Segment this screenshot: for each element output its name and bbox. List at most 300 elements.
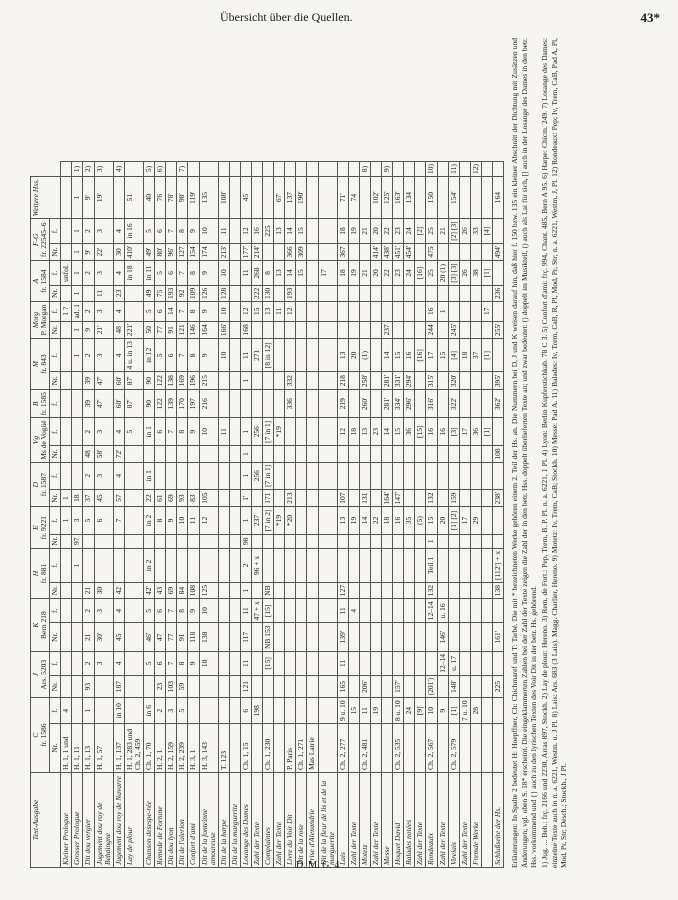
table-cell-fgf: 1 [72, 176, 83, 218]
table-cell-cf [229, 675, 240, 698]
table-cell-jf [448, 623, 459, 652]
table-cell-fg: 12 [240, 219, 251, 243]
table-cell-af [318, 243, 337, 261]
table-cell-a: 6 [166, 261, 177, 285]
table-cell-k: 11 [240, 599, 251, 623]
table-cell-ef: 61 [155, 489, 166, 507]
table-cell-mf: 77 [155, 321, 166, 339]
table-row [61, 161, 72, 867]
table-cell-a: [1] [481, 261, 492, 285]
table-cell-e [296, 507, 307, 534]
table-cell-work: Complaintes [263, 773, 274, 868]
table-cell-mo: 17 [481, 301, 492, 321]
column-manuscript: P. Morgan [39, 304, 49, 336]
table-cell-w: 9) [382, 161, 393, 176]
table-row [218, 161, 229, 867]
table-cell-e: 1 [61, 507, 72, 534]
table-cell-w [437, 161, 448, 176]
table-cell-mf [404, 321, 415, 339]
footnotes [510, 38, 568, 868]
table-cell-w: 11) [448, 161, 459, 176]
table-cell-sig: Ch. 1, 15 [240, 724, 251, 773]
table-cell-vgf [251, 390, 262, 418]
table-cell-c [493, 698, 504, 724]
table-cell-kf [348, 582, 359, 598]
table-cell-e: 18 [382, 507, 393, 534]
table-cell-c: 3 [166, 698, 177, 724]
table-cell-kf: 21 [83, 582, 94, 598]
table-cell-cf [318, 675, 337, 698]
table-cell-fgf: 164 [493, 176, 504, 218]
table-cell-fgf [263, 176, 274, 218]
column-manuscript: fr. 1585 [39, 392, 49, 416]
table-cell-b: 39 [83, 372, 94, 390]
table-cell-b: 87' [124, 372, 143, 390]
table-cell-d: 2 [83, 462, 94, 489]
table-row [415, 161, 426, 867]
table-cell-m: 10 [218, 339, 229, 372]
table-cell-df: 1 [240, 446, 251, 463]
table-cell-w [199, 161, 218, 176]
column-label: J [31, 673, 40, 677]
table-cell-e: 237 [251, 507, 262, 534]
table-row [437, 161, 448, 867]
table-cell-vg: 36 [404, 418, 415, 446]
table-cell-h [229, 548, 240, 582]
table-cell-b: 138 [166, 372, 177, 390]
table-row [448, 161, 459, 867]
table-cell-sig: Mas Latrie [307, 724, 318, 773]
table-cell-d [285, 462, 296, 489]
table-cell-df: 108 [493, 446, 504, 463]
table-cell-fgf [459, 176, 470, 218]
table-cell-m: [1] [481, 339, 492, 372]
table-cell-vg: 6 [155, 418, 166, 446]
table-cell-df [177, 446, 188, 463]
table-cell-mo [359, 301, 370, 321]
table-cell-jf: 77 [166, 623, 177, 652]
table-cell-df: 48 [83, 446, 94, 463]
table-cell-h [448, 548, 459, 582]
table-cell-c [274, 698, 285, 724]
table-cell-sig: H. 1, 137 [113, 724, 124, 773]
table-cell-hf [229, 534, 240, 548]
table-cell-fg [307, 219, 318, 243]
table-cell-j [415, 652, 426, 676]
table-cell-e: 19 [348, 507, 359, 534]
table-cell-m [296, 339, 307, 372]
table-cell-mof [437, 285, 448, 301]
table-cell-fgf: 19' [94, 176, 113, 218]
table-cell-w: 12) [470, 161, 481, 176]
table-cell-jf: 21 [83, 623, 94, 652]
table-cell-w: 7) [177, 161, 188, 176]
table-cell-vg [61, 418, 72, 446]
table-cell-hf [155, 534, 166, 548]
table-cell-w [307, 161, 318, 176]
table-cell-af: 214' [251, 243, 262, 261]
table-cell-fgf: 135 [199, 176, 218, 218]
table-cell-j [404, 652, 415, 676]
table-row [72, 161, 83, 867]
table-cell-a: [3] [3] [448, 261, 459, 285]
table-cell-mo: 13 [263, 301, 274, 321]
table-cell-w: 8) [359, 161, 370, 176]
table-cell-kf: 84 [177, 582, 188, 598]
table-row [348, 161, 359, 867]
table-cell-k [218, 599, 229, 623]
table-cell-mo: 1 [437, 301, 448, 321]
table-cell-sig: Ch. 1, 230 [263, 724, 274, 773]
table-cell-e [481, 507, 492, 534]
table-cell-c: 5 [177, 698, 188, 724]
table-cell-c: 6 [240, 698, 251, 724]
column-label: H [31, 570, 40, 577]
table-row [166, 161, 177, 867]
table-cell-j [307, 652, 318, 676]
table-cell-d: 256 [251, 462, 262, 489]
table-cell-jf: 47 [155, 623, 166, 652]
table-cell-jf: 117 [240, 623, 251, 652]
table-row [470, 161, 481, 867]
table-cell-h [296, 548, 307, 582]
table-cell-fgf: 76 [155, 176, 166, 218]
table-cell-j [382, 652, 393, 676]
table-cell-b [307, 372, 318, 390]
table-cell-d [218, 462, 229, 489]
table-cell-j: [15] [263, 652, 274, 676]
table-cell-work: Dit de la harpe [218, 773, 229, 868]
column-subheader: f. [50, 599, 61, 623]
table-cell-h [348, 548, 359, 582]
column-header [31, 418, 50, 462]
table-cell-b [348, 372, 359, 390]
table-cell-ef: 238' [493, 489, 504, 507]
table-cell-kf [307, 582, 318, 598]
table-cell-ef [459, 489, 470, 507]
table-cell-k: 4 [113, 599, 124, 623]
table-cell-d [470, 462, 481, 489]
table-cell-af: 9' [83, 243, 94, 261]
table-cell-mof: 193 [166, 285, 177, 301]
table-cell-ef: 1 [61, 489, 72, 507]
table-cell-d: 1 [240, 462, 251, 489]
table-cell-vg: 5 [124, 418, 143, 446]
table-cell-c [199, 698, 218, 724]
table-cell-k [61, 599, 72, 623]
table-row [382, 161, 393, 867]
table-row [359, 161, 370, 867]
table-cell-a [493, 261, 504, 285]
table-cell-sig [437, 724, 448, 773]
column-label: Weitere Hss. [31, 178, 40, 217]
table-cell-d [124, 462, 143, 489]
table-cell-work: Dit de la marguerite [229, 773, 240, 868]
table-cell-kf [274, 582, 285, 598]
table-cell-cf [437, 675, 448, 698]
table-cell-b [296, 372, 307, 390]
table-cell-m [307, 339, 318, 372]
column-header [31, 301, 50, 338]
table-cell-vg [229, 418, 240, 446]
table-cell-mo: 8 [188, 301, 199, 321]
table-cell-mo [459, 301, 470, 321]
table-cell-e: [7 in 2] [263, 507, 274, 534]
table-cell-mf: 146 [188, 321, 199, 339]
table-cell-vgf [437, 390, 448, 418]
table-cell-fgf [481, 176, 492, 218]
table-cell-sig [348, 724, 359, 773]
table-cell-work: Rondeaulx [426, 773, 437, 868]
table-cell-df [371, 446, 382, 463]
table-cell-h [437, 548, 448, 582]
table-cell-fgf: 74 [348, 176, 359, 218]
table-cell-vgf [459, 390, 470, 418]
table-cell-ef: 83 [188, 489, 199, 507]
table-cell-jf [218, 623, 229, 652]
table-cell-vg [493, 418, 504, 446]
table-cell-vgf: 336 [285, 390, 296, 418]
table-cell-df [274, 446, 285, 463]
table-cell-mf: 221' [124, 321, 143, 339]
table-cell-d [296, 462, 307, 489]
table-cell-e [229, 507, 240, 534]
table-cell-sig: H. 2, 159 [166, 724, 177, 773]
table-cell-df: 58' [94, 446, 113, 463]
table-cell-b: 215 [199, 372, 218, 390]
table-cell-df [229, 446, 240, 463]
table-cell-d [229, 462, 240, 489]
table-cell-a: 20 (1) [437, 261, 448, 285]
table-cell-m: 17 [426, 339, 437, 372]
column-subheader: Nr. [50, 582, 61, 598]
table-cell-fgf [437, 176, 448, 218]
column-header [31, 219, 50, 261]
column-label: E [31, 525, 40, 530]
column-subheader: f. [50, 261, 61, 285]
table-cell-sig: H. 3, 143 [199, 724, 218, 773]
table-cell-sig [371, 724, 382, 773]
table-cell-j: 12–14 [437, 652, 448, 676]
table-cell-c [72, 698, 83, 724]
table-cell-a: in 11 [144, 261, 155, 285]
table-cell-mof [337, 285, 348, 301]
table-cell-jf: NB 153 [263, 623, 274, 652]
table-cell-mof: 130 [263, 285, 274, 301]
table-cell-h: in 2 [144, 548, 155, 582]
column-header [31, 261, 50, 302]
table-cell-kf: 42 [113, 582, 124, 598]
table-cell-b: 196 [188, 372, 199, 390]
table-cell-fgf: 154' [448, 176, 459, 218]
table-cell-m: 15 [393, 339, 404, 372]
table-cell-mo: 4 [113, 301, 124, 321]
table-cell-af: 367 [337, 243, 348, 261]
table-cell-m: 18 [459, 339, 470, 372]
table-cell-af [470, 243, 481, 261]
table-cell-mof: 128 [218, 285, 229, 301]
table-cell-vg: 16 [437, 418, 448, 446]
table-cell-mof [371, 285, 382, 301]
table-cell-jf [307, 623, 318, 652]
table-cell-hf [371, 534, 382, 548]
table-cell-j [218, 652, 229, 676]
column-label: A [31, 278, 40, 284]
table-cell-k [448, 599, 459, 623]
table-cell-j [72, 652, 83, 676]
table-cell-k: 47 + x [251, 599, 262, 623]
table-cell-mf: 245' [448, 321, 459, 339]
table-cell-af [459, 243, 470, 261]
table-cell-c [263, 698, 274, 724]
table-cell-mf [481, 321, 492, 339]
table-cell-ef [415, 489, 426, 507]
table-cell-h [199, 548, 218, 582]
table-cell-vg: 15 [393, 418, 404, 446]
table-cell-mf [371, 321, 382, 339]
table-cell-b: 1 [240, 372, 251, 390]
table-cell-sig: Ch. 2, 579 [448, 724, 459, 773]
table-cell-w [415, 161, 426, 176]
table-cell-cf [124, 675, 143, 698]
table-cell-w [251, 161, 262, 176]
table-cell-mof: 236 [493, 285, 504, 301]
table-cell-a: 38 [470, 261, 481, 285]
table-cell-mo [371, 301, 382, 321]
table-cell-a: 24 [404, 261, 415, 285]
table-cell-hf [166, 534, 177, 548]
table-cell-m: 5 [155, 339, 166, 372]
table-cell-a: 4 [113, 261, 124, 285]
table-cell-vgf: 296' [404, 390, 415, 418]
table-cell-df [426, 446, 437, 463]
table-cell-w [337, 161, 348, 176]
table-cell-mo [348, 301, 359, 321]
table-cell-e: 12 [199, 507, 218, 534]
table-cell-mof: 75 [155, 285, 166, 301]
table-cell-cf: 165 [337, 675, 348, 698]
table-cell-work: Remede de Fortune [155, 773, 166, 868]
table-cell-af: 49' [144, 243, 155, 261]
table-cell-kf [481, 582, 492, 598]
table-cell-df [459, 446, 470, 463]
table-cell-ef [124, 489, 143, 507]
table-cell-j: 7 [166, 652, 177, 676]
table-cell-af: 366 [285, 243, 296, 261]
table-cell-k [470, 599, 481, 623]
table-cell-fgf [307, 176, 318, 218]
table-cell-ef: 213 [285, 489, 296, 507]
note-explanations: Erläuterungen: In Spalte 2 bedeutet H: Hoepffner, Ch: Chichmaref und T: Tarbé. Die mit * bezeichneten Werke gehören einem 2. Teil der Hs. an. Die Nummern bei D, J und K weisen darauf hin, daß hier f. 150 bzw. 135 ein kleiner Abschnitt der Dichtung mit Zusätzen und Änderungen; vgl. oben S. 18* erscheint. Die eingeklammerten Zahlen bei der Zahl der Texte zeigen die Zahl der in den betr. Hss. doppelt überlieferten Texte an; und zwar bedeutet: () doppelt im Musikteil, () auch als Lai für sich, [] auch in der Losange des Dames in den betr. Hss. vorkommend und {} auch zu den lyrischen Texten des Voir Dit in der betr. Hs. gehörend. [510, 38, 538, 868]
table-cell-m: 4 [113, 339, 124, 372]
table-cell-b [274, 372, 285, 390]
table-cell-m: 271 [251, 339, 262, 372]
table-cell-a: 268 [251, 261, 262, 285]
table-cell-d [493, 462, 504, 489]
table-cell-cf: 103 [166, 675, 177, 698]
table-cell-b: 332 [285, 372, 296, 390]
table-cell-mo: 1 ? [61, 301, 72, 321]
table-cell-af: 414' [371, 243, 382, 261]
table-cell-mo [448, 301, 459, 321]
table-cell-hf: 98 [240, 534, 251, 548]
table-cell-ef: 37 [83, 489, 94, 507]
table-cell-kf [285, 582, 296, 598]
table-cell-mf: 1 [72, 321, 83, 339]
table-cell-df [285, 446, 296, 463]
table-cell-m: [8 in 12] [263, 339, 274, 372]
table-cell-b: 395' [493, 372, 504, 390]
table-cell-kf: NB [263, 582, 274, 598]
table-cell-jf [481, 623, 492, 652]
table-cell-ef: 1' [240, 489, 251, 507]
table-cell-ef [251, 489, 262, 507]
table-cell-af [437, 243, 448, 261]
table-cell-k [493, 599, 504, 623]
table-cell-c: 9 [437, 698, 448, 724]
table-cell-c: 28 [470, 698, 481, 724]
column-manuscript: Ars. 5203 [39, 659, 49, 690]
table-cell-mo [393, 301, 404, 321]
table-cell-a [307, 261, 318, 285]
table-cell-work: Zahl der Texte [274, 773, 285, 868]
table-cell-h [155, 548, 166, 582]
table-cell-j [285, 652, 296, 676]
table-cell-work: Louange des Dames [240, 773, 251, 868]
table-cell-w [188, 161, 199, 176]
table-cell-d [426, 462, 437, 489]
table-cell-c [481, 698, 492, 724]
table-cell-cf: 225 [493, 675, 504, 698]
table-cell-df [359, 446, 370, 463]
table-cell-fg: 15 [296, 219, 307, 243]
table-cell-k: 2 [83, 599, 94, 623]
table-cell-ef: 18 [72, 489, 83, 507]
table-cell-c: 7 u. 10 [459, 698, 470, 724]
table-cell-cf [404, 675, 415, 698]
table-cell-ef: 22 [144, 489, 155, 507]
table-cell-w: 5) [144, 161, 155, 176]
table-cell-w: 2) [83, 161, 94, 176]
table-cell-d [188, 462, 199, 489]
table-cell-kf: 42' [144, 582, 155, 598]
table-cell-fg: 18 [337, 219, 348, 243]
table-cell-e: 29 [470, 507, 481, 534]
table-cell-fgf: 67' [274, 176, 285, 218]
table-cell-vg: 18 [348, 418, 359, 446]
table-cell-sig: H. 1, 57 [94, 724, 113, 773]
table-cell-d [199, 462, 218, 489]
table-cell-h [124, 548, 143, 582]
column-label: B [31, 401, 40, 407]
table-cell-k [318, 599, 337, 623]
table-cell-jf [296, 623, 307, 652]
table-cell-mof [404, 285, 415, 301]
table-cell-h [459, 548, 470, 582]
table-cell-mo [470, 301, 481, 321]
table-cell-w [61, 161, 72, 176]
table-cell-sig [493, 724, 504, 773]
table-cell-cf [296, 675, 307, 698]
table-cell-ef [470, 489, 481, 507]
table-cell-k: 11 [337, 599, 348, 623]
table-cell-af: 454' [404, 243, 415, 261]
table-cell-fg: 19 [348, 219, 359, 243]
table-cell-af: 127 [177, 243, 188, 261]
table-cell-vg: 10 [199, 418, 218, 446]
table-cell-d [155, 462, 166, 489]
table-cell-mo: 10 [218, 301, 229, 321]
